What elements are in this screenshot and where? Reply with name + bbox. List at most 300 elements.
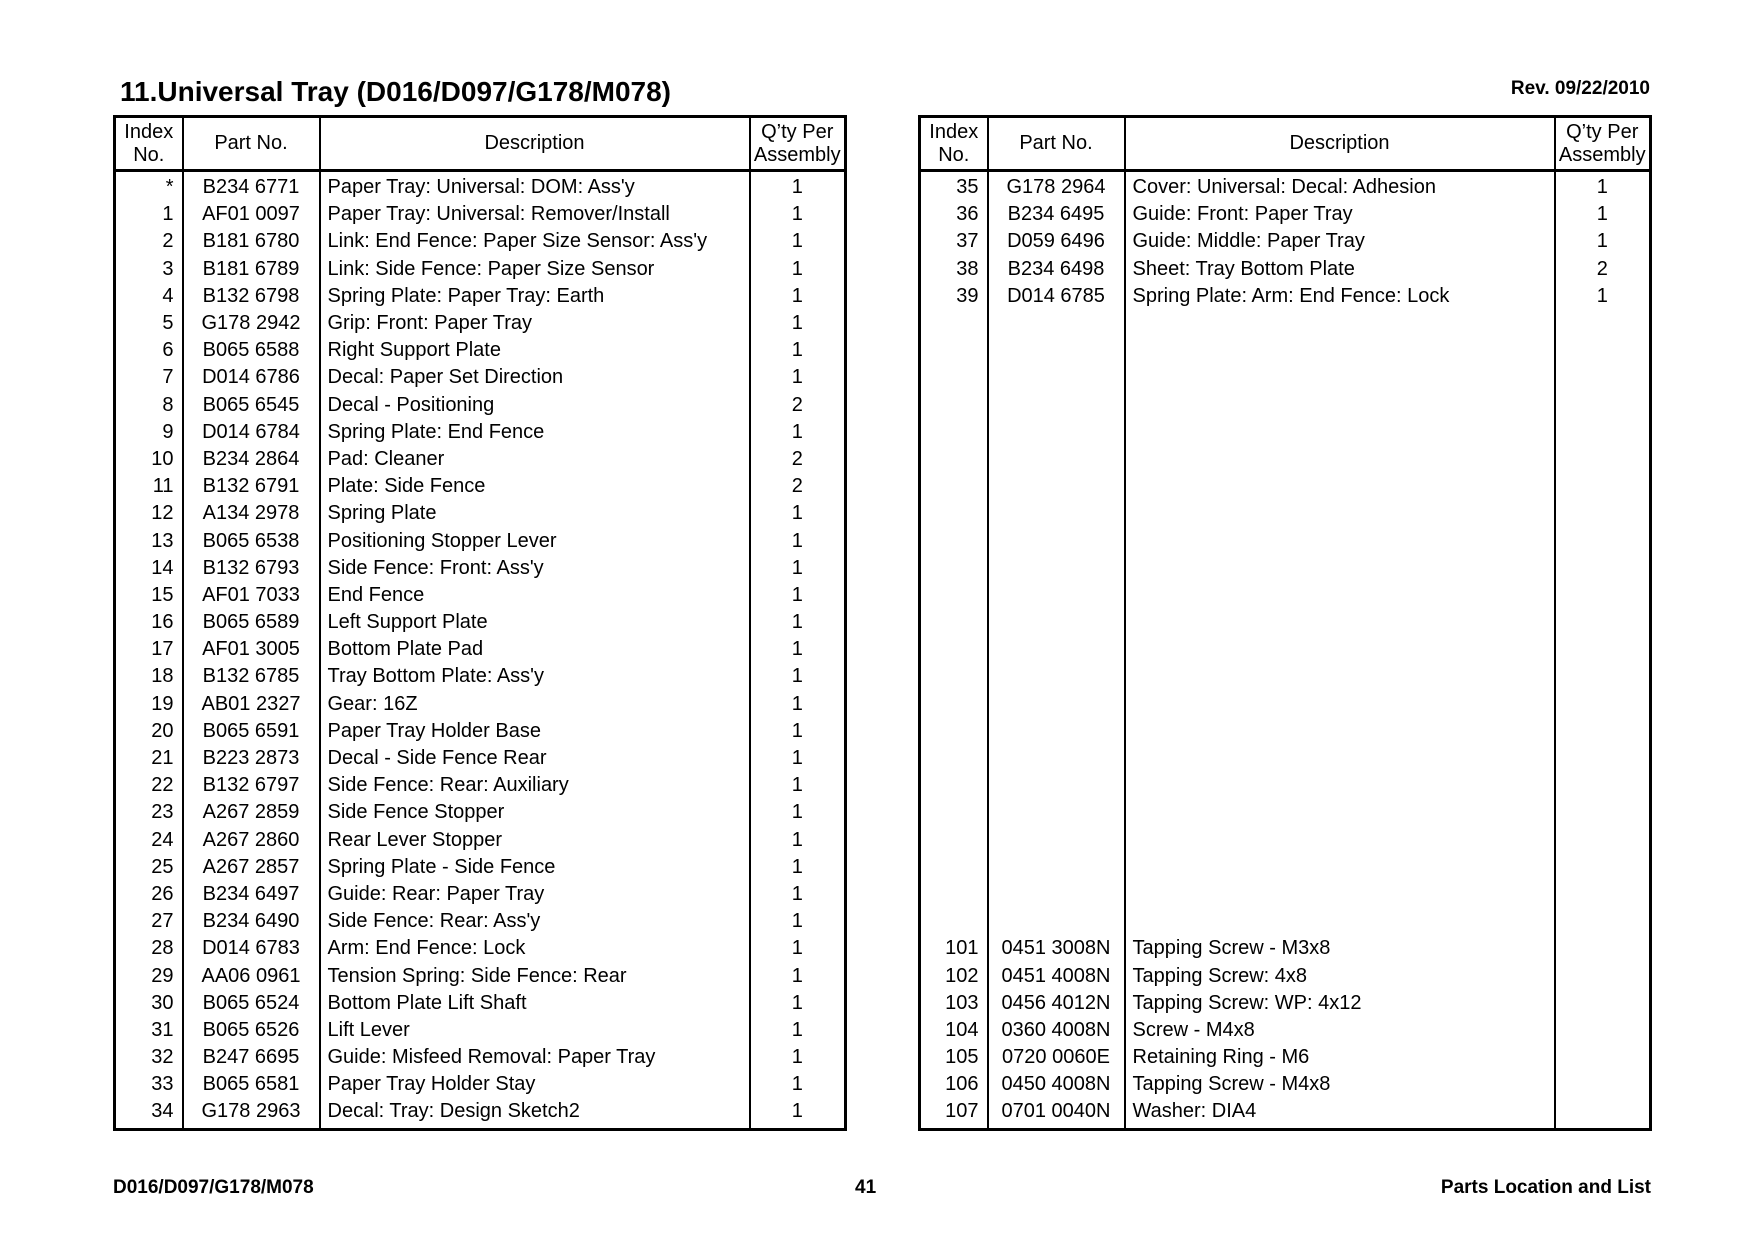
index-cell: 27	[151, 910, 174, 933]
part-no-cell: B132 6785	[183, 663, 320, 690]
parts-table-left-body	[115, 171, 846, 1130]
index-cell: 8	[162, 393, 174, 416]
part-no-cell: B132 6793	[183, 555, 320, 582]
index-cell: 39	[956, 284, 979, 307]
qty-cell	[1555, 636, 1651, 663]
header-qty: Q’ty Per Assembly	[750, 117, 846, 171]
part-no-cell: AF01 3005	[183, 636, 320, 663]
table-row	[920, 827, 1651, 854]
description-cell	[1125, 691, 1555, 718]
table-row	[115, 1017, 846, 1044]
description-cell: Spring Plate	[320, 500, 750, 527]
index-cell	[920, 636, 988, 663]
description-cell: Arm: End Fence: Lock	[320, 935, 750, 962]
description-cell: Paper Tray Holder Stay	[320, 1071, 750, 1098]
description-cell	[1125, 881, 1555, 908]
table-row	[115, 256, 846, 283]
qty-cell	[1555, 364, 1651, 391]
header-description: Description	[1125, 117, 1555, 171]
qty-cell	[1555, 745, 1651, 772]
index-cell	[920, 745, 988, 772]
qty-cell	[1555, 772, 1651, 799]
index-cell: 38	[956, 257, 979, 280]
index-cell: 102	[945, 964, 979, 987]
part-no-cell: 0360 4008N	[988, 1017, 1125, 1044]
table-row	[920, 908, 1651, 935]
description-cell	[1125, 500, 1555, 527]
qty-cell	[1555, 500, 1651, 527]
table-row	[115, 691, 846, 718]
table-row	[115, 582, 846, 609]
part-no-cell: 0720 0060E	[988, 1044, 1125, 1071]
index-cell: 1	[162, 203, 174, 226]
index-cell: *	[165, 176, 174, 199]
description-cell: Guide: Middle: Paper Tray	[1125, 228, 1555, 255]
part-no-cell: B132 6797	[183, 772, 320, 799]
table-row	[920, 636, 1651, 663]
qty-cell: 1	[750, 582, 846, 609]
description-cell: Tension Spring: Side Fence: Rear	[320, 962, 750, 989]
table-row	[920, 799, 1651, 826]
description-cell	[1125, 745, 1555, 772]
header-index-no: Index No.	[920, 117, 988, 171]
table-row	[115, 854, 846, 881]
table-row	[920, 962, 1651, 989]
part-no-cell: D014 6785	[988, 283, 1125, 310]
part-no-cell: B065 6524	[183, 990, 320, 1017]
index-cell: 2	[162, 230, 174, 253]
description-cell	[1125, 663, 1555, 690]
index-cell: 4	[162, 284, 174, 307]
description-cell: Gear: 16Z	[320, 691, 750, 718]
qty-cell	[1555, 1071, 1651, 1098]
description-cell: Spring Plate: Paper Tray: Earth	[320, 283, 750, 310]
table-row	[920, 555, 1651, 582]
qty-cell: 1	[750, 827, 846, 854]
qty-cell	[1555, 691, 1651, 718]
description-cell: Washer: DIA4	[1125, 1098, 1555, 1129]
description-cell	[1125, 854, 1555, 881]
part-no-cell	[988, 392, 1125, 419]
header-description: Description	[320, 117, 750, 171]
index-cell: 13	[151, 529, 174, 552]
qty-cell: 1	[750, 881, 846, 908]
table-row	[115, 1044, 846, 1071]
part-no-cell	[988, 310, 1125, 337]
description-cell: Screw - M4x8	[1125, 1017, 1555, 1044]
part-no-cell	[988, 827, 1125, 854]
description-cell	[1125, 392, 1555, 419]
index-cell: 20	[151, 719, 174, 742]
part-no-cell: B065 6588	[183, 337, 320, 364]
part-no-cell: G178 2942	[183, 310, 320, 337]
qty-cell: 2	[750, 446, 846, 473]
description-cell	[1125, 772, 1555, 799]
description-cell: Bottom Plate Lift Shaft	[320, 990, 750, 1017]
index-cell	[920, 582, 988, 609]
description-cell	[1125, 446, 1555, 473]
table-row	[920, 500, 1651, 527]
table-row	[115, 337, 846, 364]
description-cell: Link: End Fence: Paper Size Sensor: Ass'y	[320, 228, 750, 255]
description-cell: Side Fence: Front: Ass'y	[320, 555, 750, 582]
table-row	[115, 473, 846, 500]
description-cell: Guide: Rear: Paper Tray	[320, 881, 750, 908]
table-row	[920, 446, 1651, 473]
table-row	[920, 609, 1651, 636]
description-cell	[1125, 555, 1555, 582]
table-row	[920, 473, 1651, 500]
description-cell: Side Fence: Rear: Auxiliary	[320, 772, 750, 799]
description-cell: Lift Lever	[320, 1017, 750, 1044]
table-row	[115, 935, 846, 962]
index-cell: 5	[162, 312, 174, 335]
index-cell: 14	[151, 556, 174, 579]
part-no-cell: B223 2873	[183, 745, 320, 772]
qty-cell	[1555, 1044, 1651, 1071]
index-cell: 17	[151, 638, 174, 661]
footer-page-number: 41	[855, 1177, 877, 1198]
qty-cell: 1	[750, 527, 846, 554]
description-cell: Positioning Stopper Lever	[320, 527, 750, 554]
index-cell: 24	[151, 828, 174, 851]
index-cell: 23	[151, 801, 174, 824]
table-row	[920, 1098, 1651, 1129]
table-row	[920, 772, 1651, 799]
description-cell: Grip: Front: Paper Tray	[320, 310, 750, 337]
description-cell	[1125, 636, 1555, 663]
description-cell: Cover: Universal: Decal: Adhesion	[1125, 171, 1555, 202]
qty-cell: 1	[750, 718, 846, 745]
table-row	[115, 446, 846, 473]
qty-cell: 1	[750, 745, 846, 772]
table-row	[115, 310, 846, 337]
qty-cell	[1555, 663, 1651, 690]
index-cell: 101	[945, 937, 979, 960]
qty-cell: 1	[1555, 171, 1651, 202]
qty-cell	[1555, 962, 1651, 989]
description-cell: Plate: Side Fence	[320, 473, 750, 500]
description-cell: Side Fence Stopper	[320, 799, 750, 826]
qty-cell: 1	[750, 1044, 846, 1071]
index-cell	[920, 473, 988, 500]
description-cell: Tapping Screw: WP: 4x12	[1125, 990, 1555, 1017]
parts-table-right-body	[920, 171, 1651, 1130]
qty-cell: 1	[750, 283, 846, 310]
index-cell: 10	[151, 447, 174, 470]
qty-cell	[1555, 908, 1651, 935]
qty-cell	[1555, 582, 1651, 609]
qty-cell	[1555, 419, 1651, 446]
index-cell	[920, 500, 988, 527]
qty-cell: 1	[1555, 228, 1651, 255]
footer-section: Parts Location and List	[1440, 1177, 1651, 1198]
parts-table-right	[918, 115, 1652, 1131]
table-row	[115, 663, 846, 690]
qty-cell: 1	[750, 854, 846, 881]
part-no-cell	[988, 745, 1125, 772]
table-row	[115, 527, 846, 554]
index-cell	[920, 772, 988, 799]
part-no-cell	[988, 419, 1125, 446]
qty-cell: 1	[750, 337, 846, 364]
description-cell	[1125, 609, 1555, 636]
description-cell: End Fence	[320, 582, 750, 609]
index-cell: 26	[151, 882, 174, 905]
table-row	[920, 990, 1651, 1017]
table-row	[920, 1071, 1651, 1098]
index-cell: 103	[945, 991, 979, 1014]
qty-cell: 1	[750, 990, 846, 1017]
description-cell: Pad: Cleaner	[320, 446, 750, 473]
qty-cell	[1555, 609, 1651, 636]
table-row	[920, 419, 1651, 446]
part-no-cell	[988, 446, 1125, 473]
part-no-cell: 0450 4008N	[988, 1071, 1125, 1098]
index-cell	[920, 364, 988, 391]
index-cell	[920, 446, 988, 473]
index-cell: 33	[151, 1073, 174, 1096]
part-no-cell	[988, 908, 1125, 935]
description-cell	[1125, 310, 1555, 337]
part-no-cell	[988, 881, 1125, 908]
table-row	[115, 500, 846, 527]
table-row	[115, 881, 846, 908]
header-index-no: Index No.	[115, 117, 183, 171]
header-part-no: Part No.	[988, 117, 1125, 171]
table-row	[115, 419, 846, 446]
part-no-cell: B181 6789	[183, 256, 320, 283]
description-cell	[1125, 827, 1555, 854]
table-row	[920, 718, 1651, 745]
qty-cell	[1555, 1098, 1651, 1129]
qty-cell	[1555, 473, 1651, 500]
table-row	[920, 1017, 1651, 1044]
part-no-cell: D014 6784	[183, 419, 320, 446]
table-row	[115, 799, 846, 826]
qty-cell: 1	[1555, 201, 1651, 228]
index-cell: 28	[151, 937, 174, 960]
qty-cell: 1	[750, 419, 846, 446]
part-no-cell	[988, 364, 1125, 391]
index-cell: 7	[162, 366, 174, 389]
description-cell	[1125, 473, 1555, 500]
index-cell: 9	[162, 420, 174, 443]
table-row	[115, 636, 846, 663]
description-cell: Paper Tray: Universal: Remover/Install	[320, 201, 750, 228]
description-cell: Tapping Screw - M4x8	[1125, 1071, 1555, 1098]
index-cell: 3	[162, 257, 174, 280]
table-row	[920, 663, 1651, 690]
qty-cell	[1555, 935, 1651, 962]
index-cell: 15	[151, 583, 174, 606]
page-title: 11.Universal Tray (D016/D097/G178/M078)	[120, 76, 672, 107]
index-cell	[920, 827, 988, 854]
index-cell: 105	[945, 1046, 979, 1069]
part-no-cell: B065 6581	[183, 1071, 320, 1098]
table-header-row	[115, 117, 846, 171]
description-cell	[1125, 527, 1555, 554]
index-cell: 18	[151, 665, 174, 688]
table-row	[920, 745, 1651, 772]
description-cell: Sheet: Tray Bottom Plate	[1125, 256, 1555, 283]
qty-cell	[1555, 990, 1651, 1017]
table-row	[115, 392, 846, 419]
index-cell: 36	[956, 203, 979, 226]
description-cell: Paper Tray Holder Base	[320, 718, 750, 745]
qty-cell	[1555, 1017, 1651, 1044]
index-cell	[920, 609, 988, 636]
qty-cell: 1	[750, 500, 846, 527]
qty-cell: 2	[750, 392, 846, 419]
index-cell: 37	[956, 230, 979, 253]
part-no-cell: AA06 0961	[183, 962, 320, 989]
table-row	[920, 582, 1651, 609]
qty-cell	[1555, 881, 1651, 908]
description-cell	[1125, 337, 1555, 364]
index-cell	[920, 555, 988, 582]
part-no-cell	[988, 663, 1125, 690]
index-cell	[920, 908, 988, 935]
table-row	[920, 337, 1651, 364]
part-no-cell: B234 6490	[183, 908, 320, 935]
table-row	[115, 201, 846, 228]
revision-date: Rev. 09/22/2010	[1510, 78, 1650, 99]
part-no-cell: A267 2859	[183, 799, 320, 826]
description-cell: Decal: Paper Set Direction	[320, 364, 750, 391]
table-row	[115, 364, 846, 391]
description-cell: Spring Plate - Side Fence	[320, 854, 750, 881]
index-cell: 25	[151, 855, 174, 878]
table-row	[115, 772, 846, 799]
part-no-cell: B132 6791	[183, 473, 320, 500]
description-cell	[1125, 419, 1555, 446]
qty-cell: 1	[750, 256, 846, 283]
qty-cell: 1	[750, 962, 846, 989]
table-row	[920, 527, 1651, 554]
index-cell	[920, 799, 988, 826]
part-no-cell	[988, 799, 1125, 826]
qty-cell: 1	[750, 555, 846, 582]
part-no-cell: A267 2860	[183, 827, 320, 854]
description-cell: Left Support Plate	[320, 609, 750, 636]
qty-cell: 1	[750, 201, 846, 228]
part-no-cell: B234 6498	[988, 256, 1125, 283]
table-row	[115, 283, 846, 310]
index-cell: 32	[151, 1046, 174, 1069]
table-row	[115, 745, 846, 772]
index-cell: 12	[151, 502, 174, 525]
index-cell: 30	[151, 991, 174, 1014]
table-row	[920, 691, 1651, 718]
part-no-cell	[988, 609, 1125, 636]
description-cell: Guide: Misfeed Removal: Paper Tray	[320, 1044, 750, 1071]
index-cell: 29	[151, 964, 174, 987]
part-no-cell: AF01 7033	[183, 582, 320, 609]
qty-cell: 2	[1555, 256, 1651, 283]
part-no-cell: 0456 4012N	[988, 990, 1125, 1017]
part-no-cell: B181 6780	[183, 228, 320, 255]
description-cell: Retaining Ring - M6	[1125, 1044, 1555, 1071]
index-cell: 16	[151, 611, 174, 634]
index-cell	[920, 527, 988, 554]
part-no-cell: B132 6798	[183, 283, 320, 310]
index-cell: 11	[152, 475, 174, 498]
part-no-cell	[988, 636, 1125, 663]
description-cell: Bottom Plate Pad	[320, 636, 750, 663]
description-cell: Spring Plate: End Fence	[320, 419, 750, 446]
table-row	[115, 908, 846, 935]
qty-cell: 1	[750, 310, 846, 337]
part-no-cell: B234 2864	[183, 446, 320, 473]
part-no-cell: 0701 0040N	[988, 1098, 1125, 1129]
description-cell: Tray Bottom Plate: Ass'y	[320, 663, 750, 690]
index-cell	[920, 663, 988, 690]
part-no-cell	[988, 854, 1125, 881]
qty-cell	[1555, 446, 1651, 473]
qty-cell: 1	[750, 171, 846, 202]
table-row	[920, 392, 1651, 419]
part-no-cell: B065 6589	[183, 609, 320, 636]
parts-table-left	[113, 115, 847, 1131]
table-row	[920, 256, 1651, 283]
part-no-cell: 0451 4008N	[988, 962, 1125, 989]
description-cell	[1125, 364, 1555, 391]
part-no-cell: B234 6495	[988, 201, 1125, 228]
description-cell: Side Fence: Rear: Ass'y	[320, 908, 750, 935]
index-cell: 19	[151, 692, 174, 715]
qty-cell	[1555, 392, 1651, 419]
description-cell: Link: Side Fence: Paper Size Sensor	[320, 256, 750, 283]
index-cell: 104	[945, 1018, 979, 1041]
part-no-cell	[988, 772, 1125, 799]
part-no-cell	[988, 555, 1125, 582]
table-row	[115, 228, 846, 255]
description-cell	[1125, 582, 1555, 609]
qty-cell	[1555, 799, 1651, 826]
part-no-cell: D059 6496	[988, 228, 1125, 255]
part-no-cell	[988, 582, 1125, 609]
part-no-cell	[988, 473, 1125, 500]
table-row	[115, 171, 846, 202]
part-no-cell	[988, 527, 1125, 554]
table-row	[115, 718, 846, 745]
qty-cell	[1555, 854, 1651, 881]
description-cell: Decal - Positioning	[320, 392, 750, 419]
table-row	[115, 990, 846, 1017]
qty-cell: 2	[750, 473, 846, 500]
index-cell	[920, 881, 988, 908]
index-cell: 107	[945, 1100, 979, 1123]
part-no-cell: B065 6591	[183, 718, 320, 745]
index-cell: 6	[162, 339, 174, 362]
part-no-cell: B247 6695	[183, 1044, 320, 1071]
qty-cell	[1555, 827, 1651, 854]
table-row	[115, 962, 846, 989]
qty-cell: 1	[750, 691, 846, 718]
description-cell: Decal - Side Fence Rear	[320, 745, 750, 772]
table-row	[920, 201, 1651, 228]
part-no-cell: AF01 0097	[183, 201, 320, 228]
qty-cell: 1	[750, 1017, 846, 1044]
index-cell: 34	[151, 1100, 174, 1123]
part-no-cell: D014 6786	[183, 364, 320, 391]
part-no-cell: B065 6526	[183, 1017, 320, 1044]
description-cell: Right Support Plate	[320, 337, 750, 364]
table-row	[115, 1098, 846, 1129]
table-row	[920, 364, 1651, 391]
part-no-cell: A267 2857	[183, 854, 320, 881]
